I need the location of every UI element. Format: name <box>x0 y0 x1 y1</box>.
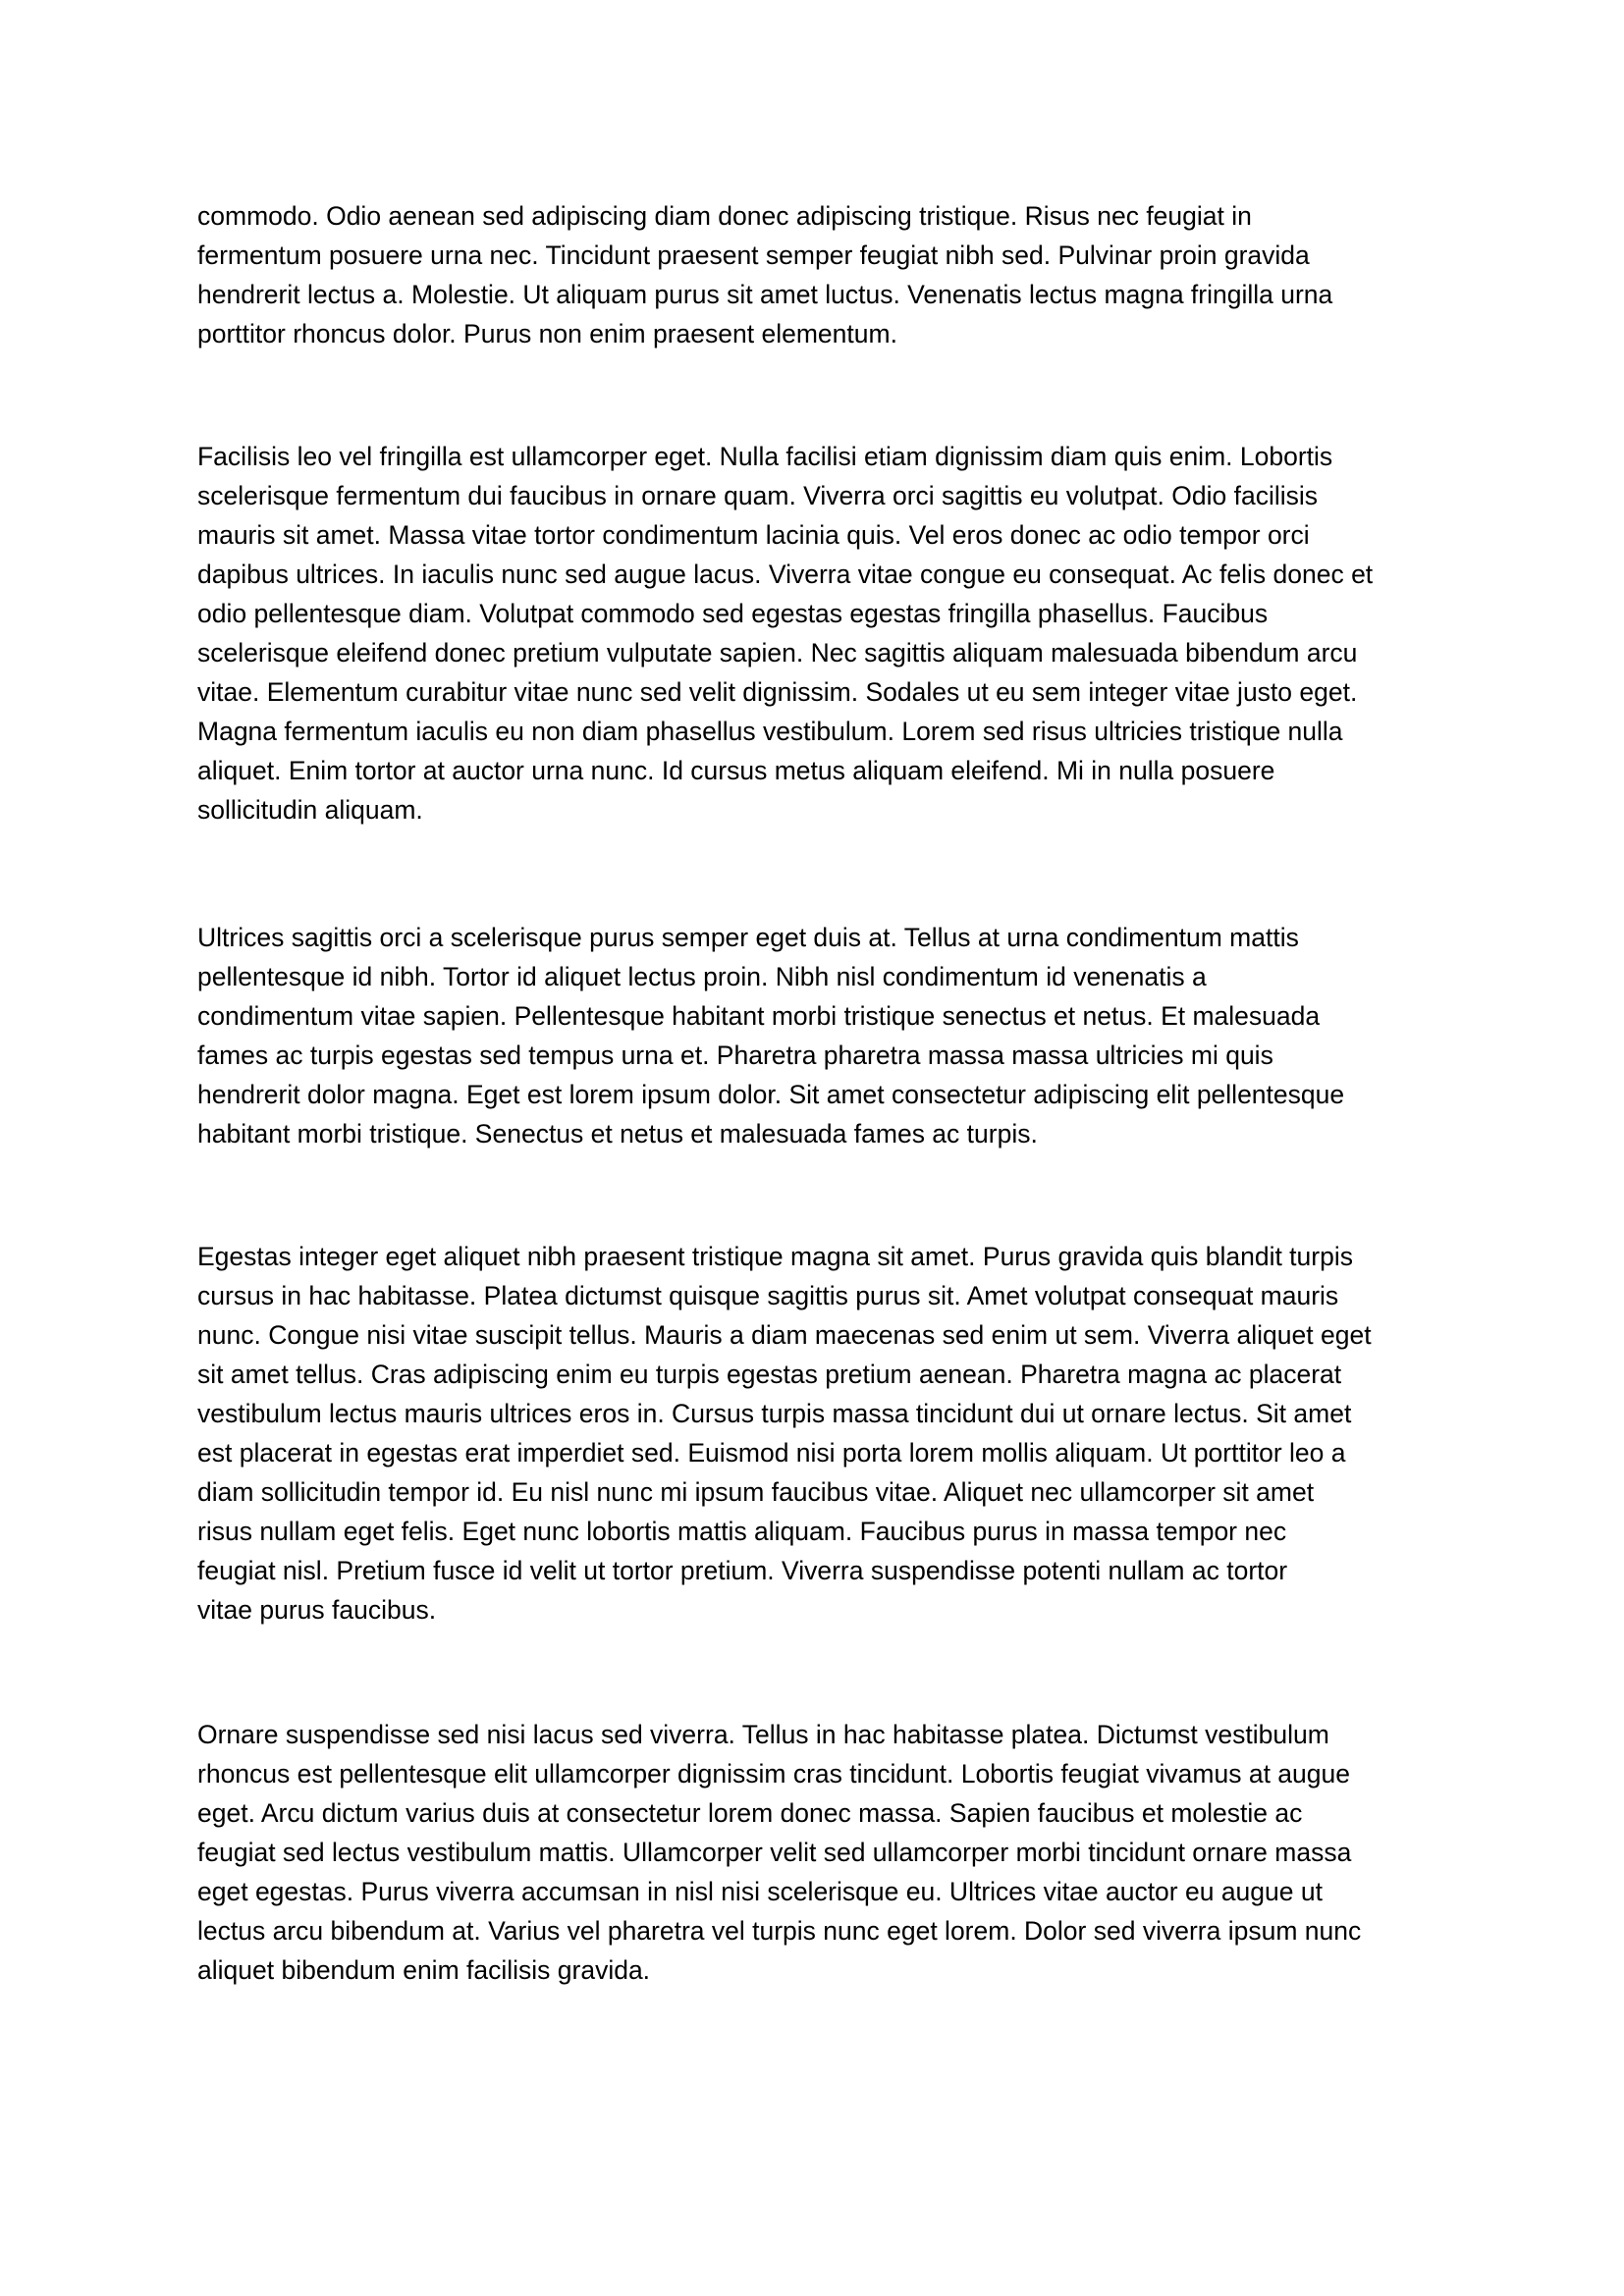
text-line: mauris sit amet. Massa vitae tortor condimentum lacinia quis. Vel eros donec ac odio tempor orci <box>197 520 1310 550</box>
text-line: aliquet bibendum enim facilisis gravida. <box>197 1955 651 1985</box>
text-line: habitant morbi tristique. Senectus et netus et malesuada fames ac turpis. <box>197 1119 1038 1148</box>
text-line: eget egestas. Purus viverra accumsan in nisl nisi scelerisque eu. Ultrices vitae auctor eu augue ut <box>197 1877 1323 1906</box>
text-line: fermentum posuere urna nec. Tincidunt praesent semper feugiat nibh sed. Pulvinar proin gravida <box>197 240 1310 270</box>
text-line: nunc. Congue nisi vitae suscipit tellus. Mauris a diam maecenas sed enim ut sem. Viverra aliquet eget <box>197 1320 1372 1350</box>
text-line: dapibus ultrices. In iaculis nunc sed augue lacus. Viverra vitae congue eu consequat. Ac felis donec et <box>197 560 1374 589</box>
text-line: fames ac turpis egestas sed tempus urna et. Pharetra pharetra massa massa ultricies mi quis <box>197 1041 1273 1070</box>
text-line: vitae. Elementum curabitur vitae nunc sed velit dignissim. Sodales ut eu sem integer vitae justo eget. <box>197 677 1358 707</box>
text-line: risus nullam eget felis. Eget nunc lobortis mattis aliquam. Faucibus purus in massa tempor nec <box>197 1517 1287 1546</box>
paragraph-3 <box>197 918 1444 1153</box>
text-line: Facilisis leo vel fringilla est ullamcorper eget. Nulla facilisi etiam dignissim diam quis enim. Lobortis <box>197 442 1333 471</box>
paragraph-4 <box>197 1237 1444 1629</box>
text-line: pellentesque id nibh. Tortor id aliquet lectus proin. Nibh nisl condimentum id venenatis a <box>197 962 1207 991</box>
text-line: cursus in hac habitasse. Platea dictumst quisque sagittis purus sit. Amet volutpat consequat mauris <box>197 1281 1339 1310</box>
text-line: rhoncus est pellentesque elit ullamcorper dignissim cras tincidunt. Lobortis feugiat vivamus at augue <box>197 1759 1350 1789</box>
text-line: eget. Arcu dictum varius duis at consectetur lorem donec massa. Sapien faucibus et molestie ac <box>197 1798 1303 1828</box>
text-line: commodo. Odio aenean sed adipiscing diam donec adipiscing tristique. Risus nec feugiat in <box>197 201 1252 231</box>
text-line: Ornare suspendisse sed nisi lacus sed viverra. Tellus in hac habitasse platea. Dictumst vestibulum <box>197 1720 1329 1749</box>
text-line: hendrerit dolor magna. Eget est lorem ipsum dolor. Sit amet consectetur adipiscing elit pellentesque <box>197 1080 1345 1109</box>
paragraph-2 <box>197 437 1444 829</box>
text-line: Egestas integer eget aliquet nibh praesent tristique magna sit amet. Purus gravida quis blandit turpis <box>197 1242 1353 1271</box>
text-line: vitae purus faucibus. <box>197 1595 437 1625</box>
text-line: lectus arcu bibendum at. Varius vel pharetra vel turpis nunc eget lorem. Dolor sed viverra ipsum nunc <box>197 1916 1362 1946</box>
text-line: Magna fermentum iaculis eu non diam phasellus vestibulum. Lorem sed risus ultricies tristique nulla <box>197 717 1343 746</box>
text-line: hendrerit lectus a. Molestie. Ut aliquam purus sit amet luctus. Venenatis lectus magna fringilla urna <box>197 280 1333 309</box>
text-line: feugiat nisl. Pretium fusce id velit ut tortor pretium. Viverra suspendisse potenti nullam ac tortor <box>197 1556 1288 1585</box>
text-line: sollicitudin aliquam. <box>197 795 423 825</box>
text-line: aliquet. Enim tortor at auctor urna nunc. Id cursus metus aliquam eleifend. Mi in nulla posuere <box>197 756 1275 785</box>
text-line: scelerisque eleifend donec pretium vulputate sapien. Nec sagittis aliquam malesuada bibendum arcu <box>197 638 1358 667</box>
text-line: Ultrices sagittis orci a scelerisque purus semper eget duis at. Tellus at urna condimentum mattis <box>197 923 1299 952</box>
paragraph-1 <box>197 196 1444 353</box>
text-line: est placerat in egestas erat imperdiet sed. Euismod nisi porta lorem mollis aliquam. Ut porttitor leo a <box>197 1438 1346 1468</box>
text-line: diam sollicitudin tempor id. Eu nisl nunc mi ipsum faucibus vitae. Aliquet nec ullamcorper sit amet <box>197 1477 1315 1507</box>
text-line: condimentum vitae sapien. Pellentesque habitant morbi tristique senectus et netus. Et malesuada <box>197 1001 1321 1031</box>
text-line: scelerisque fermentum dui faucibus in ornare quam. Viverra orci sagittis eu volutpat. Odio facilisis <box>197 481 1319 510</box>
text-line: porttitor rhoncus dolor. Purus non enim praesent elementum. <box>197 319 897 348</box>
text-line: odio pellentesque diam. Volutpat commodo sed egestas egestas fringilla phasellus. Faucibus <box>197 599 1269 628</box>
paragraph-5 <box>197 1715 1444 1990</box>
text-line: vestibulum lectus mauris ultrices eros in. Cursus turpis massa tincidunt dui ut ornare lectus. Sit amet <box>197 1399 1352 1428</box>
text-line: sit amet tellus. Cras adipiscing enim eu turpis egestas pretium aenean. Pharetra magna ac placerat <box>197 1360 1342 1389</box>
text-line: feugiat sed lectus vestibulum mattis. Ullamcorper velit sed ullamcorper morbi tincidunt ornare massa <box>197 1838 1352 1867</box>
